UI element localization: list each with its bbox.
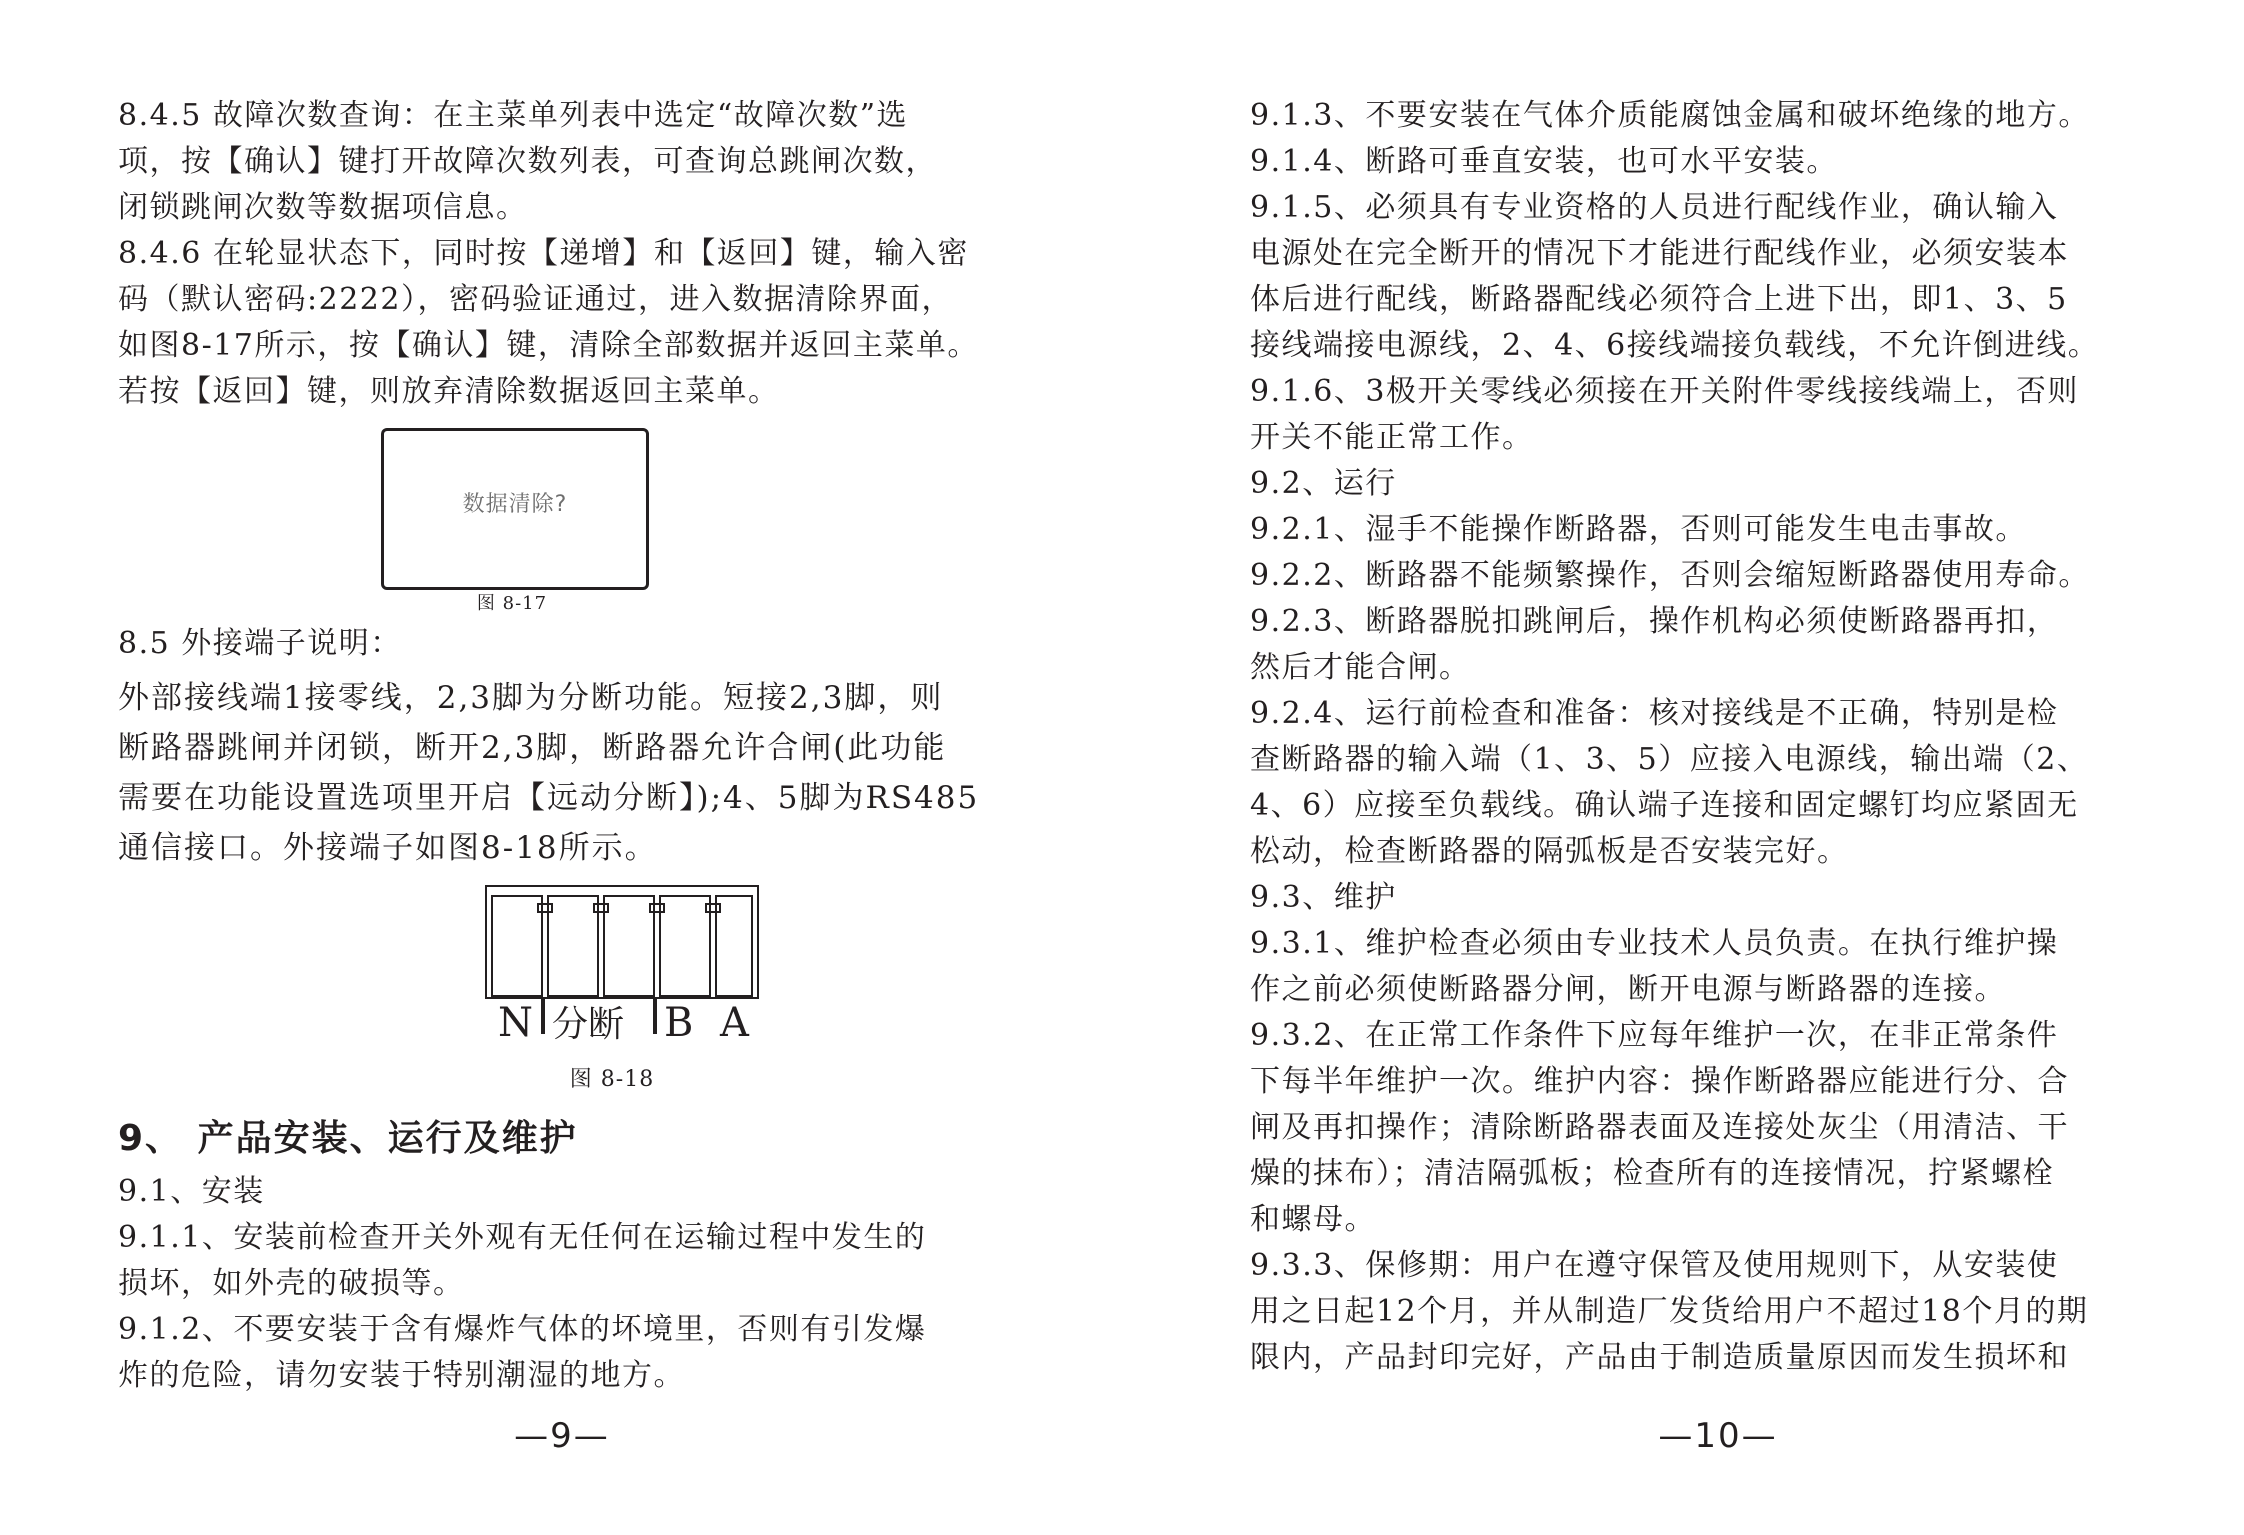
text-line: 作之前必须使断路器分闸，断开电源与断路器的连接。 — [1250, 972, 2006, 1007]
terminal-slot-5 — [716, 896, 752, 996]
text-line: 开关不能正常工作。 — [1250, 420, 1534, 455]
text-line: 电源处在完全断开的情况下才能进行配线作业，必须安装本 — [1250, 236, 2069, 271]
text-line: 燥的抹布）；清洁隔弧板；检查所有的连接情况，拧紧螺栓 — [1250, 1156, 2054, 1191]
text-line: 9.3.2、在正常工作条件下应每年维护一次，在非正常条件 — [1250, 1018, 2059, 1053]
chapter-9-heading: 9、 产品安装、运行及维护 — [118, 1118, 578, 1159]
lcd-screen-text: 数据清除? — [462, 492, 568, 517]
terminal-slot-3 — [604, 896, 654, 996]
text-line: 9.2.2、断路器不能频繁操作，否则会缩短断路器使用寿命。 — [1250, 558, 2090, 593]
text-line: 需要在功能设置选项里开启【远动分断】);4、5脚为RS485 — [118, 780, 980, 816]
text-line: 9.1.6、3极开关零线必须接在开关附件零线接线端上，否则 — [1250, 374, 2079, 409]
text-line: 限内，产品封印完好，产品由于制造质量原因而发生损坏和 — [1250, 1340, 2069, 1375]
right-page — [1122, 0, 2244, 1535]
text-line: 4、6）应接至负载线。确认端子连接和固定螺钉均应紧固无 — [1250, 788, 2079, 823]
text-line: 外部接线端1接零线，2,3脚为分断功能。短接2,3脚，则 — [118, 680, 944, 716]
text-line: 9.1.5、必须具有专业资格的人员进行配线作业，确认输入 — [1250, 190, 2059, 225]
text-line: 闭锁跳闸次数等数据项信息。 — [118, 190, 528, 225]
figure-8-18-caption: 图 8-18 — [569, 1067, 655, 1092]
text-line: 项，按【确认】键打开故障次数列表，可查询总跳闸次数， — [118, 144, 937, 179]
terminal-clip — [538, 904, 552, 912]
text-line: 9.1.3、不要安装在气体介质能腐蚀金属和破坏绝缘的地方。 — [1250, 98, 2090, 133]
terminal-label-a: A — [720, 1000, 749, 1046]
terminal-clip — [706, 904, 720, 912]
page-number: —10— — [1658, 1416, 1778, 1456]
terminal-label-b: B — [664, 1000, 694, 1046]
text-line: 如图8-17所示，按【确认】键，清除全部数据并返回主菜单。 — [118, 328, 979, 363]
text-line: 9.3.1、维护检查必须由专业技术人员负责。在执行维护操 — [1250, 926, 2059, 961]
text-line: 然后才能合闸。 — [1250, 650, 1471, 685]
text-line: 炸的危险，请勿安装于特别潮湿的地方。 — [118, 1358, 685, 1393]
terminal-divider — [654, 998, 656, 1034]
text-line: 松动，检查断路器的隔弧板是否安装完好。 — [1250, 834, 1849, 869]
terminal-divider — [542, 998, 544, 1034]
text-line: 接线端接电源线，2、4、6接线端接负载线，不允许倒进线。 — [1250, 328, 2100, 363]
text-line: 8.4.6 在轮显状态下，同时按【递增】和【返回】键，输入密 — [118, 236, 969, 271]
text-line: 码（默认密码:2222），密码验证通过，进入数据清除界面， — [118, 282, 953, 317]
text-line: 查断路器的输入端（1、3、5）应接入电源线，输出端（2、 — [1250, 742, 2089, 777]
text-line: 9.1.1、安装前检查开关外观有无任何在运输过程中发生的 — [118, 1220, 927, 1255]
terminal-slot-4 — [660, 896, 710, 996]
text-line: 9.1.4、断路可垂直安装，也可水平安装。 — [1250, 144, 1838, 179]
figure-8-17-caption: 图 8-17 — [476, 593, 548, 614]
terminal-label-n: N — [498, 1000, 533, 1046]
figure-8-17-lcd-screen — [381, 428, 649, 590]
terminal-outline — [486, 886, 758, 998]
section-9-2-title: 9.2、运行 — [1250, 466, 1397, 501]
section-8-5-title: 8.5 外接端子说明： — [118, 626, 402, 661]
text-line: 用之日起12个月，并从制造厂发货给用户不超过18个月的期 — [1250, 1294, 2089, 1329]
page-number: —9— — [514, 1416, 610, 1456]
text-line: 体后进行配线，断路器配线必须符合上进下出，即1、3、5 — [1250, 282, 2068, 317]
text-line: 8.4.5 故障次数查询：在主菜单列表中选定“故障次数”选 — [118, 98, 909, 133]
section-9-1-title: 9.1、安装 — [118, 1174, 265, 1209]
text-line: 通信接口。外接端子如图8-18所示。 — [118, 830, 658, 866]
text-line: 下每半年维护一次。维护内容：操作断路器应能进行分、合 — [1250, 1064, 2069, 1099]
terminal-slot-2 — [548, 896, 598, 996]
text-line: 9.2.3、断路器脱扣跳闸后，操作机构必须使断路器再扣， — [1250, 604, 2059, 639]
text-line: 9.2.4、运行前检查和准备：核对接线是不正确，特别是检 — [1250, 696, 2059, 731]
text-line: 断路器跳闸并闭锁，断开2,3脚，断路器允许合闸(此功能 — [118, 730, 947, 766]
terminal-clip — [594, 904, 608, 912]
text-line: 和螺母。 — [1250, 1202, 1376, 1237]
terminal-label-break: 分断 — [552, 1004, 625, 1045]
section-9-3-title: 9.3、维护 — [1250, 880, 1397, 915]
text-line: 损坏，如外壳的破损等。 — [118, 1266, 465, 1301]
text-line: 9.3.3、保修期：用户在遵守保管及使用规则下，从安装使 — [1250, 1248, 2059, 1283]
terminal-slot-1 — [492, 896, 542, 996]
text-line: 9.2.1、湿手不能操作断路器，否则可能发生电击事故。 — [1250, 512, 2027, 547]
text-line: 闸及再扣操作；清除断路器表面及连接处灰尘（用清洁、干 — [1250, 1110, 2069, 1145]
text-line: 9.1.2、不要安装于含有爆炸气体的坏境里，否则有引发爆 — [118, 1312, 927, 1347]
text-line: 若按【返回】键，则放弃清除数据返回主菜单。 — [118, 374, 780, 409]
terminal-clip — [650, 904, 664, 912]
